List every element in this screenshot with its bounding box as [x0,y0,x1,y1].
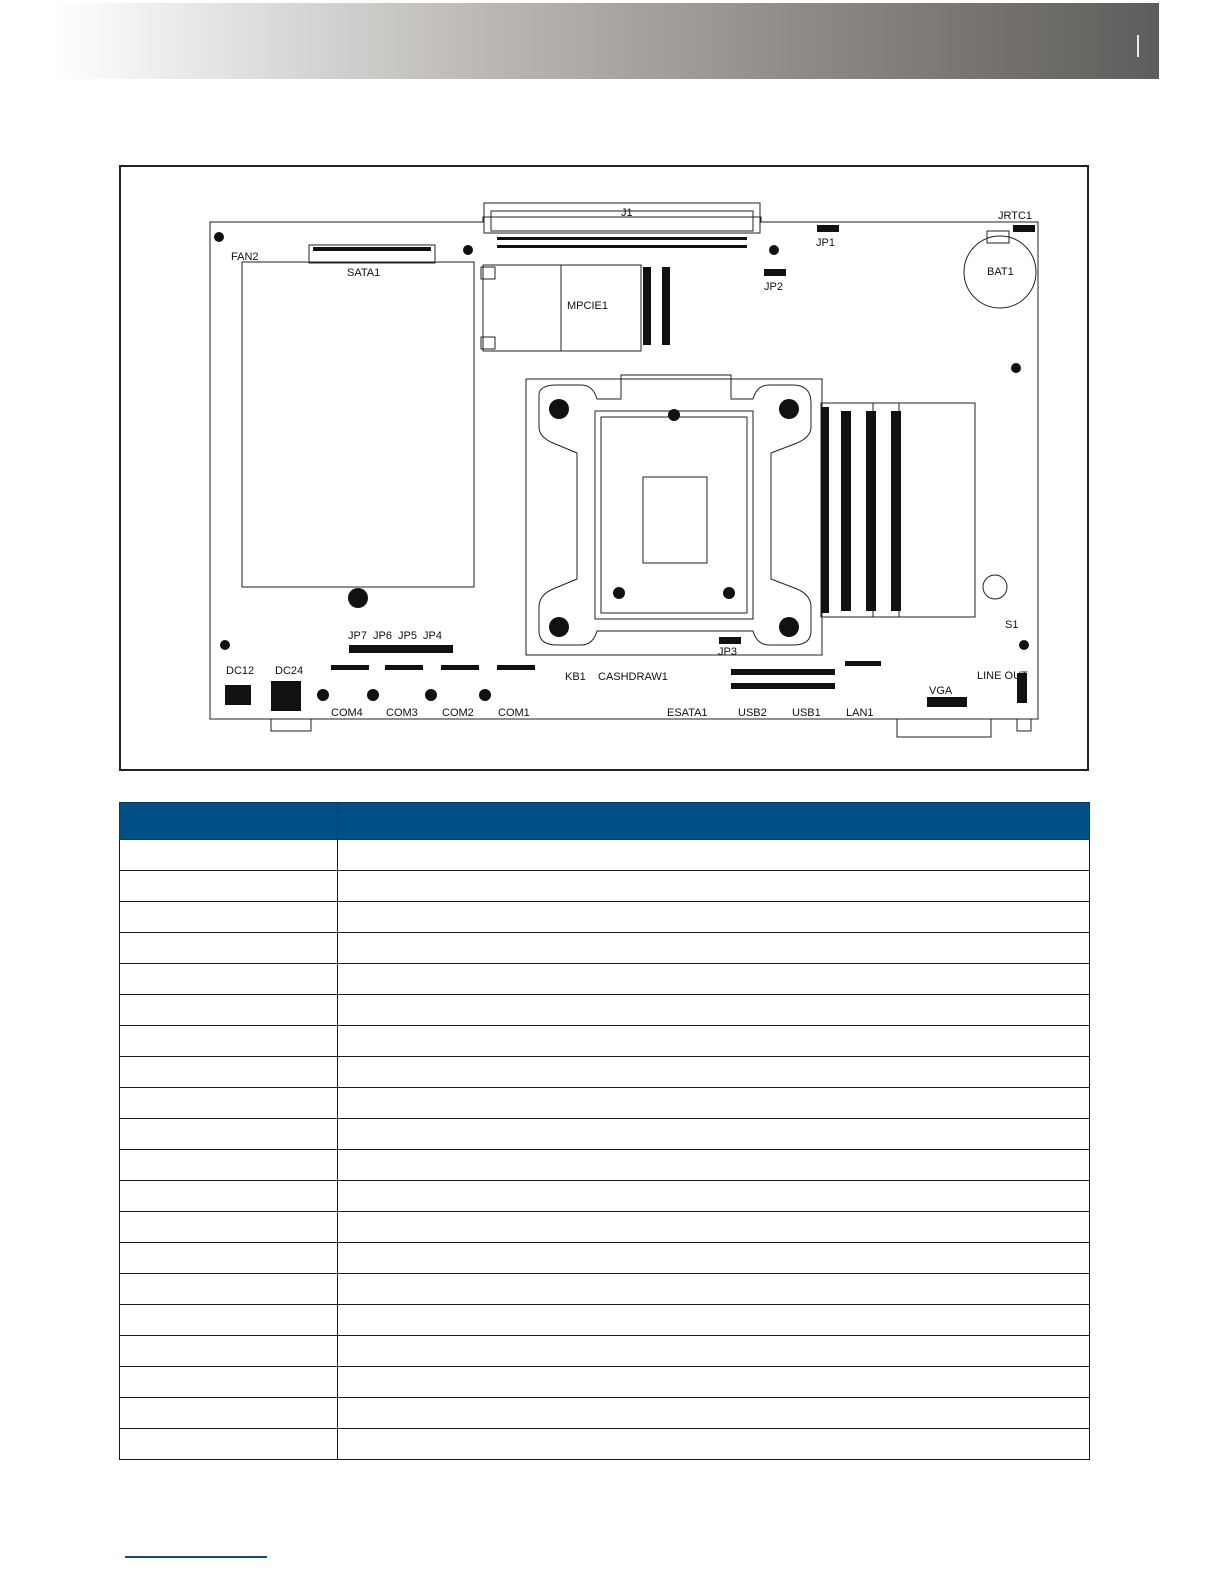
label-line-out: LINE OUT [977,670,1028,682]
label-jrtc1: JRTC1 [998,210,1033,222]
table-cell [338,1429,1090,1460]
label-mpcie1: MPCIE1 [567,300,608,312]
table-cell [120,964,338,995]
label-jp2: JP2 [764,281,783,293]
table-row [120,995,1090,1026]
label-lan1: LAN1 [846,707,874,719]
table-row [120,1212,1090,1243]
table-row [120,1026,1090,1057]
table-cell [120,995,338,1026]
footer-rule [125,1556,267,1558]
table-cell [120,1305,338,1336]
table-header-row [120,803,1090,840]
table-cell [338,995,1090,1026]
table-cell [120,1088,338,1119]
table-row [120,1398,1090,1429]
table-row [120,1119,1090,1150]
table-cell [338,933,1090,964]
label-jp7: JP7 [348,630,367,642]
table-cell [120,1026,338,1057]
label-jp5: JP5 [398,630,417,642]
table-cell [338,1274,1090,1305]
table-cell [120,871,338,902]
table-cell [120,1181,338,1212]
label-kb1: KB1 [565,671,586,683]
table-cell [338,871,1090,902]
table-row [120,902,1090,933]
label-jp4: JP4 [423,630,442,642]
label-com2: COM2 [442,707,474,719]
label-usb2: USB2 [738,707,767,719]
label-j1: J1 [621,207,633,219]
label-com4: COM4 [331,707,363,719]
table-cell [338,1243,1090,1274]
label-jp1: JP1 [816,237,835,249]
table-cell [120,1367,338,1398]
table-cell [120,902,338,933]
table-cell [120,1274,338,1305]
table-row [120,840,1090,871]
table-cell [120,1429,338,1460]
table-cell [338,1398,1090,1429]
pcb-outline [210,217,1038,719]
table-cell [338,964,1090,995]
table-row [120,1367,1090,1398]
table-row [120,1150,1090,1181]
table-header-cell [338,803,1090,840]
label-com3: COM3 [386,707,418,719]
table-cell [338,1181,1090,1212]
table-row [120,1057,1090,1088]
label-jp3: JP3 [718,646,737,658]
table-cell [338,840,1090,871]
table-row [120,1243,1090,1274]
cpu-die [643,477,707,563]
table-cell [120,933,338,964]
label-usb1: USB1 [792,707,821,719]
table-cell [120,1336,338,1367]
table-cell [120,1057,338,1088]
storage-bay [242,262,474,587]
header-divider [1137,35,1139,57]
label-sata1: SATA1 [347,267,381,279]
table-cell [338,1150,1090,1181]
table-cell [338,1088,1090,1119]
vga-connector [897,719,991,737]
connector-table [119,802,1090,1460]
table-cell [120,840,338,871]
table-cell [338,1367,1090,1398]
table-cell [338,1305,1090,1336]
table-cell [338,902,1090,933]
board-layout-figure [119,165,1089,771]
mpcie1-slot [483,265,641,351]
page-header-bar [55,3,1159,79]
label-dc24: DC24 [275,665,304,677]
table-cell [338,1026,1090,1057]
table-cell [120,1119,338,1150]
table-row [120,1088,1090,1119]
label-fan2: FAN2 [231,251,259,263]
table-row [120,1305,1090,1336]
label-s1: S1 [1005,619,1019,631]
label-vga: VGA [929,685,953,697]
table-row [120,964,1090,995]
label-cashdraw1: CASHDRAW1 [598,671,668,683]
table-cell [338,1119,1090,1150]
label-bat1: BAT1 [987,266,1014,278]
label-dc12: DC12 [226,665,255,677]
table-cell [120,1150,338,1181]
table-row [120,1429,1090,1460]
table-header-cell [120,803,338,840]
table-cell [120,1243,338,1274]
table-row [120,1181,1090,1212]
table-cell [338,1057,1090,1088]
table-row [120,933,1090,964]
label-jp6: JP6 [373,630,392,642]
table-row [120,871,1090,902]
label-esata1: ESATA1 [667,707,708,719]
table-cell [338,1336,1090,1367]
board-diagram [121,167,1087,769]
table-cell [120,1212,338,1243]
label-com1: COM1 [498,707,530,719]
table-row [120,1336,1090,1367]
table-row [120,1274,1090,1305]
table-cell [120,1398,338,1429]
table-cell [338,1212,1090,1243]
